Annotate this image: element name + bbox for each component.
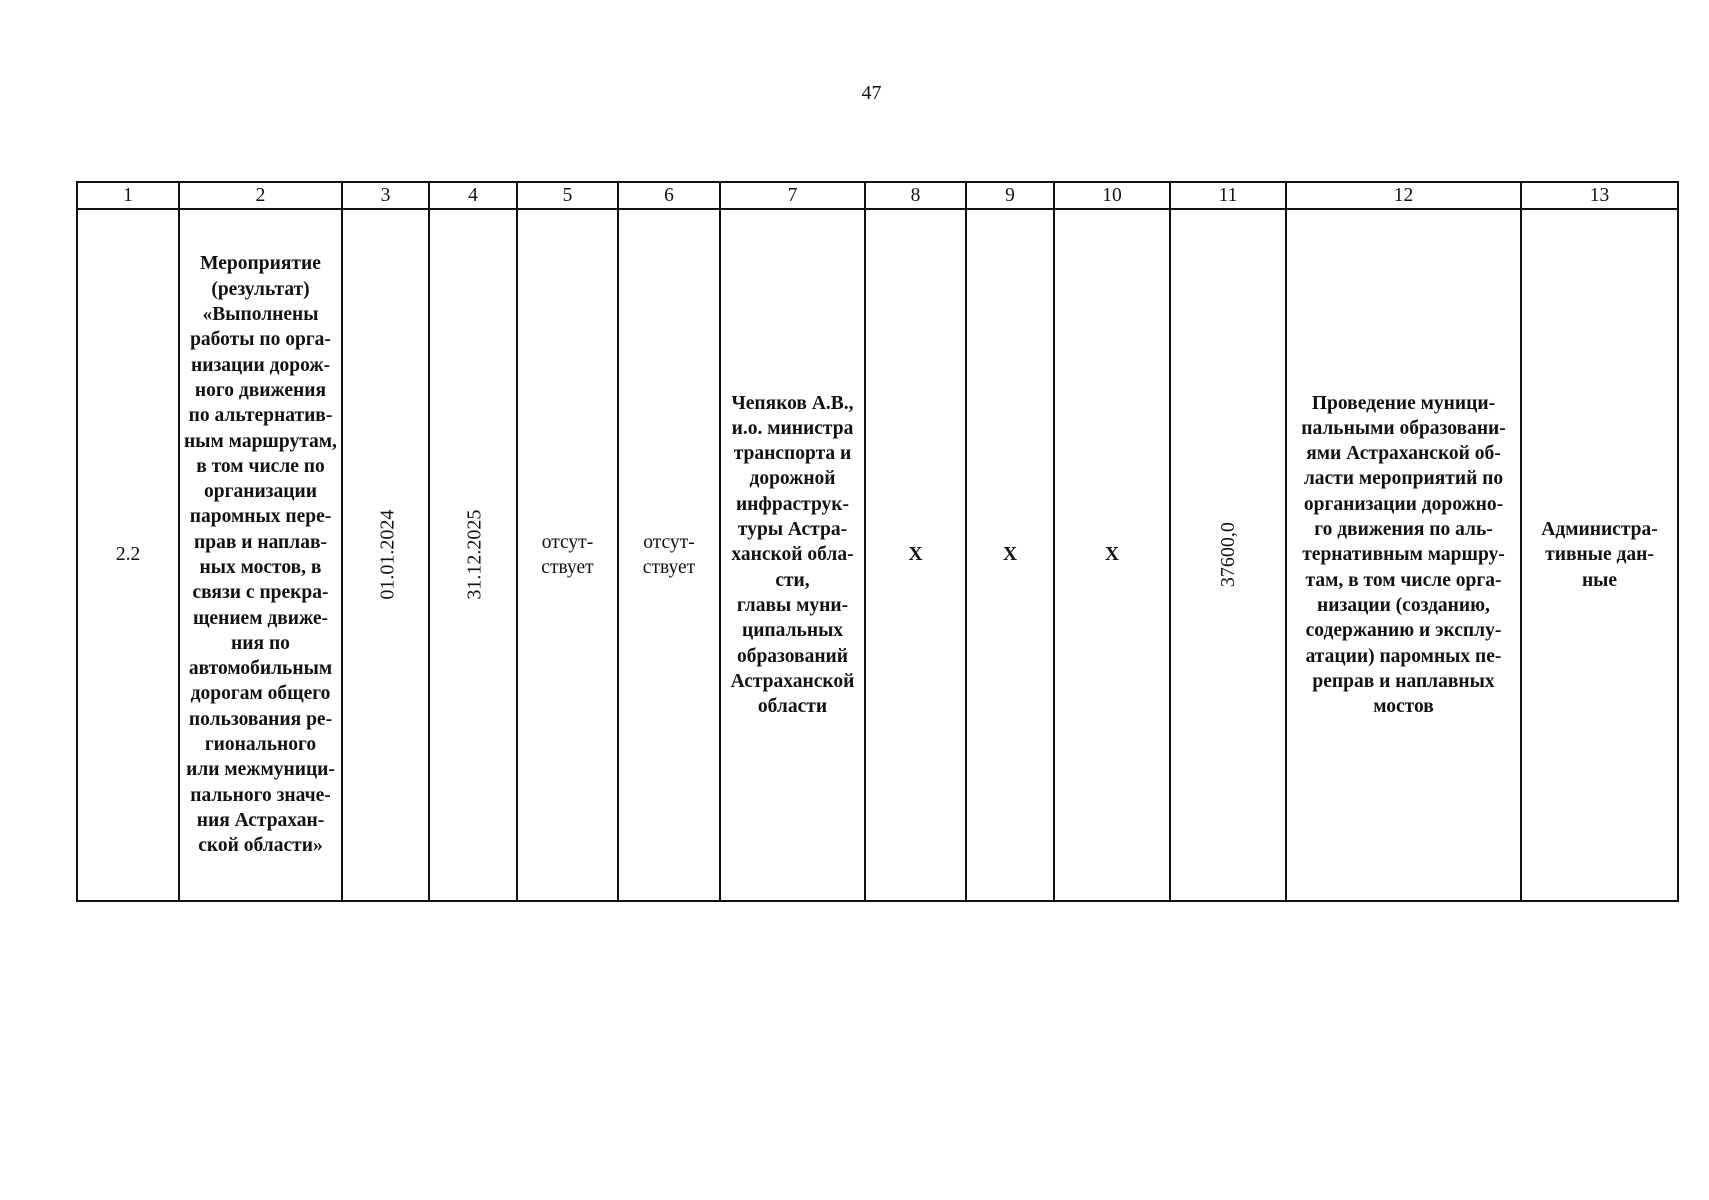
column-header: 5 bbox=[517, 182, 618, 209]
column-header: 3 bbox=[342, 182, 429, 209]
col8-cell: Х bbox=[865, 209, 966, 901]
col10-cell: Х bbox=[1054, 209, 1170, 901]
column-header: 13 bbox=[1521, 182, 1678, 209]
table-row bbox=[77, 209, 1678, 901]
column-header: 1 bbox=[77, 182, 179, 209]
column-header: 9 bbox=[966, 182, 1054, 209]
column-header: 6 bbox=[618, 182, 720, 209]
col9-cell: Х bbox=[966, 209, 1054, 901]
column-header: 8 bbox=[865, 182, 966, 209]
col5-cell: отсут- ствует bbox=[517, 209, 618, 901]
column-header: 10 bbox=[1054, 182, 1170, 209]
col6-cell: отсут- ствует bbox=[618, 209, 720, 901]
end-date-cell bbox=[429, 209, 517, 901]
column-header: 4 bbox=[429, 182, 517, 209]
column-header: 11 bbox=[1170, 182, 1286, 209]
amount-value: 37600,0 bbox=[1216, 522, 1239, 588]
amount-cell bbox=[1170, 209, 1286, 901]
end-date: 31.12.2025 bbox=[463, 509, 486, 600]
responsible-cell: Чепяков А.В., и.о. министра транспорта и дорожной инфраструк- туры Астра- ханской обла- сти, главы муни- ципальных образований Астраханской области bbox=[720, 209, 865, 901]
measures-table bbox=[76, 181, 1679, 902]
column-header: 7 bbox=[720, 182, 865, 209]
header-row bbox=[77, 182, 1678, 209]
measure-name-cell: Мероприятие (результат) «Выполнены работы по орга- низации дорож- ного движения по альтернатив- ным маршрутам, в том числе по организации паромных пере- прав и наплав- ных мостов, в связи с прекра- щением движе- ния по автомобильным дорогам общего пользования ре- гионального или межмуници- пального значе- ния Астрахан- ской области» bbox=[179, 209, 342, 901]
page-number: 47 bbox=[861, 82, 882, 104]
start-date: 01.01.2024 bbox=[376, 509, 399, 600]
start-date-cell bbox=[342, 209, 429, 901]
row-number-cell: 2.2 bbox=[77, 209, 179, 901]
column-header: 2 bbox=[179, 182, 342, 209]
column-header: 12 bbox=[1286, 182, 1521, 209]
description-cell: Проведение муници- пальными образовани- ями Астраханской об- ласти мероприятий по организации дорожно- го движения по аль- тернативным маршру- там, в том числе орга- низации (созданию, содержанию и эксплу- атации) паромных пе- реправ и наплавных мостов bbox=[1286, 209, 1521, 901]
data-source-cell: Администра- тивные дан- ные bbox=[1521, 209, 1678, 901]
